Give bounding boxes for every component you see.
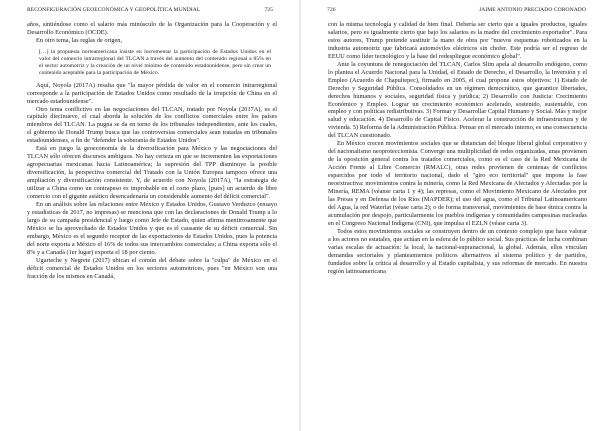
paragraph: con la misma tecnología y calidad de bien final. Debería ser cierto que a iguales productos, iguales salarios, pero es igualmente cierto que bajo los salarios es la madre del crecimiento exportador". Para estos autores, Trump pretende sustituir la mano de obra por "nuevos esquemas robotizados en la industria automotriz que fabricará automóviles eléctricos sin chofer. Este podría ser el regreso de EEUU como líder tecnológico y la base del redespliegue económico global". — [328, 21, 587, 60]
paragraph: Aquí, Noyola (2017A) resalta que "la mayor pérdida de valor en el comercio intrarregional corresponde a la participación de Estados Unidos como resultado de la irrupción de China en el mercado estadounidense". — [27, 81, 277, 105]
paragraph: En otro tema, las reglas de origen, — [36, 36, 123, 44]
paragraph: En un análisis sobre las relaciones entre México y Estados Unidos, Gustavo Verduzco (ensayo y estadísticas de 2017, no impresas) se menciona que con las declaraciones de Donald Trump a lo largo de su campaña presidencial y luego como Jefe de Estado, quien afirma mentirosamente que México se ha aprovechado de Estados Unidos y que es el causante de su déficit comercial. Sin embargo, México es el segundo receptor de las exportaciones de Estados Unidos, pues la potencia del norte exporta a México el 16% de todos sus intercambios comerciales; a China exporta sólo el 8% y a Canadá (1er lugar) exporta el 18 por ciento. — [27, 200, 277, 256]
paragraph: En México crecen movimientos sociales que se distancian del bloque liberal global corporativo y del nacionalismo neoproteccionista. Converge una multiplicidad de redes organizadas, unas provienen de la oposición general contra los tratados comerciales, como es el caso de la Red Mexicana de Acción Frente al Libre Comercio (RMALC), otras redes provienen de centenas de conflictos esparcidos por todo el territorio nacional, dado el "giro eco territorial" que impone la fase neoextractiva: movimientos contra la minería, como la Red Mexicana de Afectados y Afectadas por la Minería, REMA (véanse carta 1 y 4); las represas, como el Movimiento Mexicano de Afectados por las Presas y en Defensa de los Ríos (MAPDER); el uso del agua, como el Tribunal Latinoamericano del Agua, la red Waterlat (véase carta 2); o de forma transversal, movimientos de base étnica contra la acumulación por despojo, particularmente los pueblos indígenas y comunidades campesinas nucleadas en el Congreso Nacional Indígena (CNI), que impulsa el EZLN (véase carta 3). — [328, 140, 587, 227]
block-quote: […] la propuesta norteamericana insiste en incrementar la participación de Estados Unidos en el valor del comercio intrarregional del TLCAN a través del aumento del contenido regional a 85% en el sector automotriz y la creación de un nivel mínimo de contenido estadounidense, pero sin crear un contenido aceptable para la participación de México. — [39, 48, 271, 77]
paragraph: Está en juego la geoeconomía de la diversificación para México y las negociaciones del TLCAN sólo ofrecen discursos ambiguos. No hay certeza en que se incrementen las exportaciones agropecuarias mexicanas hacia Latinoamérica; la supresión del TPP disminuye la posible diversificación, la perspectiva comercial del Tratado con la Unión Europea tampoco ofrece una ampliación y diversificación consistente. Y, de acuerdo con Noyola (2017A), "la estrategia de utilizar a China como un contrapeso es improbable en el corto plazo, [pues] un acuerdo de libre comercio con el gigante asiático desencadenaría un considerable aumento del déficit comercial". — [27, 145, 277, 201]
page-number: 725 — [264, 7, 273, 13]
right-body-text — [328, 21, 587, 276]
paragraph: Todos estos movimientos sociales se construyen dentro de un contexto complejo que hace valorar a los actores no estatales, que actúan en la esfera de lo público social. Sus prácticas de lucha combinan varias escalas de actuación: la local, la nacional-supranacional, la global. Además, ellos vinculan demandas sectoriales y planteamientos políticos alternativos al sistema político y de partidos, fundados sobre la crítica al desarrollo y al Estado capitalista, y sus reformas de mercado. En nuestra región latinoamericana — [328, 227, 587, 275]
paragraph: Otro tema conflictivo en las negociaciones del TLCAN, tratado por Noyola (2017A), es el capítulo diecinueve, el cual aborda la solución de los conflictos comerciales entre los países miembros del TLCAN. La pugna se da en torno de los tribunales independientes, ante los cuales, el gobierno de Donald Trump busca que las controversias comerciales sean tratadas en tribunales estadounidenses, a fin de "defender la soberanía de Estados Unidos". — [27, 105, 277, 145]
left-body-text — [27, 21, 277, 281]
running-head-title: RECONFIGURACIÓN GEOECONÓMICA Y GEOPOLÍTICA MUNDIAL — [27, 7, 201, 13]
paragraph: Ante la coyuntura de renegociación del TLCAN, Carlos Slim apela al desarrollo endógeno, como lo plantea el Acuerdo Nacional para la Unidad, el Estado de Derecho, el Desarrollo, la Inversión y el Empleo (Acuerdo de Chapultepec), firmado en 2005, el cual propone estos objetivos: 1) Estado de Derecho y Seguridad Pública. Consolidados en un régimen democrático, que garantice libertades, derechos humanos y sociales, seguridad física y jurídica; 2) Desarrollo con Justicia: Crecimiento Económico y Empleo. Lograr un crecimiento económico acelerado, sostenido, sustentable, con empleo y con políticas redistributivas. 3) Formar y Desarrollar Capital Humano y Social. Más y mejor salud y educación. 4) Desarrollo de Capital Físico. Acelerar la construcción de infraestructura y de vivienda. 5) Reforma de la Administración Pública. Pensar en el mercado interno, es una consecuencia del TLCAN cuestionado. — [328, 60, 587, 140]
paragraph: años, sintiéndose como el salario más minúsculo de la Organización para la Cooperación y el Desarrollo Económico (OCDE). — [27, 21, 277, 36]
paragraph: Ugarteche y Negrete (2017) ubican el común del debate sobre la "culpa" de México en el déficit comercial de Estados Unidos en los sectores automotrices, pues "en México son una fracción de los mismos en Canadá, — [27, 256, 277, 280]
right-page — [300, 0, 600, 431]
page-number: 726 — [327, 7, 336, 13]
running-head-author: JAIME ANTONIO PRECIADO CORONADO — [479, 7, 586, 13]
